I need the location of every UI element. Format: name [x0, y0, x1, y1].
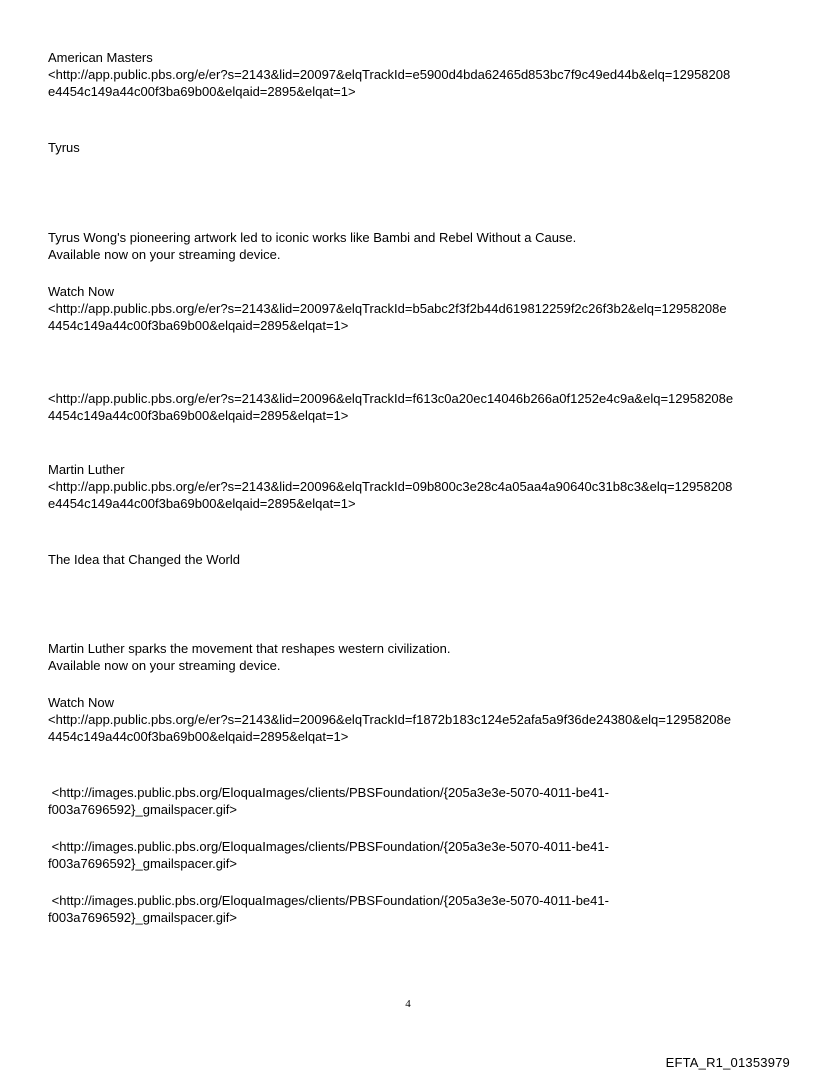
martin-luther-watch-now-link-line1[interactable]: <http://app.public.pbs.org/e/er?s=2143&lid=20096&elqTrackId=f1872b183c124e52afa5a9f36de24380&elq=12958208e	[48, 712, 731, 727]
martin-luther-title: Martin Luther	[48, 462, 125, 477]
spacer-image-link-3-line2[interactable]: f003a7696592}_gmailspacer.gif>	[48, 910, 238, 925]
tyrus-subtitle: Tyrus	[48, 140, 80, 155]
american-masters-title: American Masters	[48, 50, 153, 65]
spacer-image-link-3-line1[interactable]: <http://images.public.pbs.org/EloquaImages/clients/PBSFoundation/{205a3e3e-5070-4011-be41-	[48, 893, 609, 908]
martin-luther-description-line2: Available now on your streaming device.	[48, 658, 281, 673]
spacer-image-link-2-line2[interactable]: f003a7696592}_gmailspacer.gif>	[48, 856, 238, 871]
page-number: 4	[405, 998, 411, 1010]
martin-luther-subtitle: The Idea that Changed the World	[48, 552, 240, 567]
tyrus-description-line2: Available now on your streaming device.	[48, 247, 281, 262]
american-masters-link-line2[interactable]: e4454c149a44c00f3ba69b00&elqaid=2895&elqat=1>	[48, 84, 356, 99]
tyrus-watch-now-label: Watch Now	[48, 284, 114, 299]
martin-luther-description-line1: Martin Luther sparks the movement that reshapes western civilization.	[48, 641, 451, 656]
martin-luther-link-line2[interactable]: e4454c149a44c00f3ba69b00&elqaid=2895&elqat=1>	[48, 496, 356, 511]
spacer-image-link-2-line1[interactable]: <http://images.public.pbs.org/EloquaImages/clients/PBSFoundation/{205a3e3e-5070-4011-be41-	[48, 839, 609, 854]
spacer-image-link-1-line1[interactable]: <http://images.public.pbs.org/EloquaImages/clients/PBSFoundation/{205a3e3e-5070-4011-be41-	[48, 785, 609, 800]
tyrus-watch-now-link-line1[interactable]: <http://app.public.pbs.org/e/er?s=2143&lid=20097&elqTrackId=b5abc2f3f2b44d619812259f2c26f3b2&elq=12958208e	[48, 301, 727, 316]
american-masters-link-line1[interactable]: <http://app.public.pbs.org/e/er?s=2143&lid=20097&elqTrackId=e5900d4bda62465d853bc7f9c49ed44b&elq=12958208	[48, 67, 731, 82]
document-id: EFTA_R1_01353979	[665, 1055, 790, 1070]
tyrus-description-line1: Tyrus Wong's pioneering artwork led to iconic works like Bambi and Rebel Without a Cause.	[48, 230, 577, 245]
martin-luther-image-link-line2[interactable]: 4454c149a44c00f3ba69b00&elqaid=2895&elqat=1>	[48, 408, 349, 423]
martin-luther-watch-now-link-line2[interactable]: 4454c149a44c00f3ba69b00&elqaid=2895&elqat=1>	[48, 729, 349, 744]
spacer-image-link-1-line2[interactable]: f003a7696592}_gmailspacer.gif>	[48, 802, 238, 817]
martin-luther-watch-now-label: Watch Now	[48, 695, 114, 710]
martin-luther-image-link-line1[interactable]: <http://app.public.pbs.org/e/er?s=2143&lid=20096&elqTrackId=f613c0a20ec14046b266a0f1252e4c9a&elq=12958208e	[48, 391, 734, 406]
tyrus-watch-now-link-line2[interactable]: 4454c149a44c00f3ba69b00&elqaid=2895&elqat=1>	[48, 318, 349, 333]
martin-luther-link-line1[interactable]: <http://app.public.pbs.org/e/er?s=2143&lid=20096&elqTrackId=09b800c3e28c4a05aa4a90640c31b8c3&elq=12958208	[48, 479, 733, 494]
